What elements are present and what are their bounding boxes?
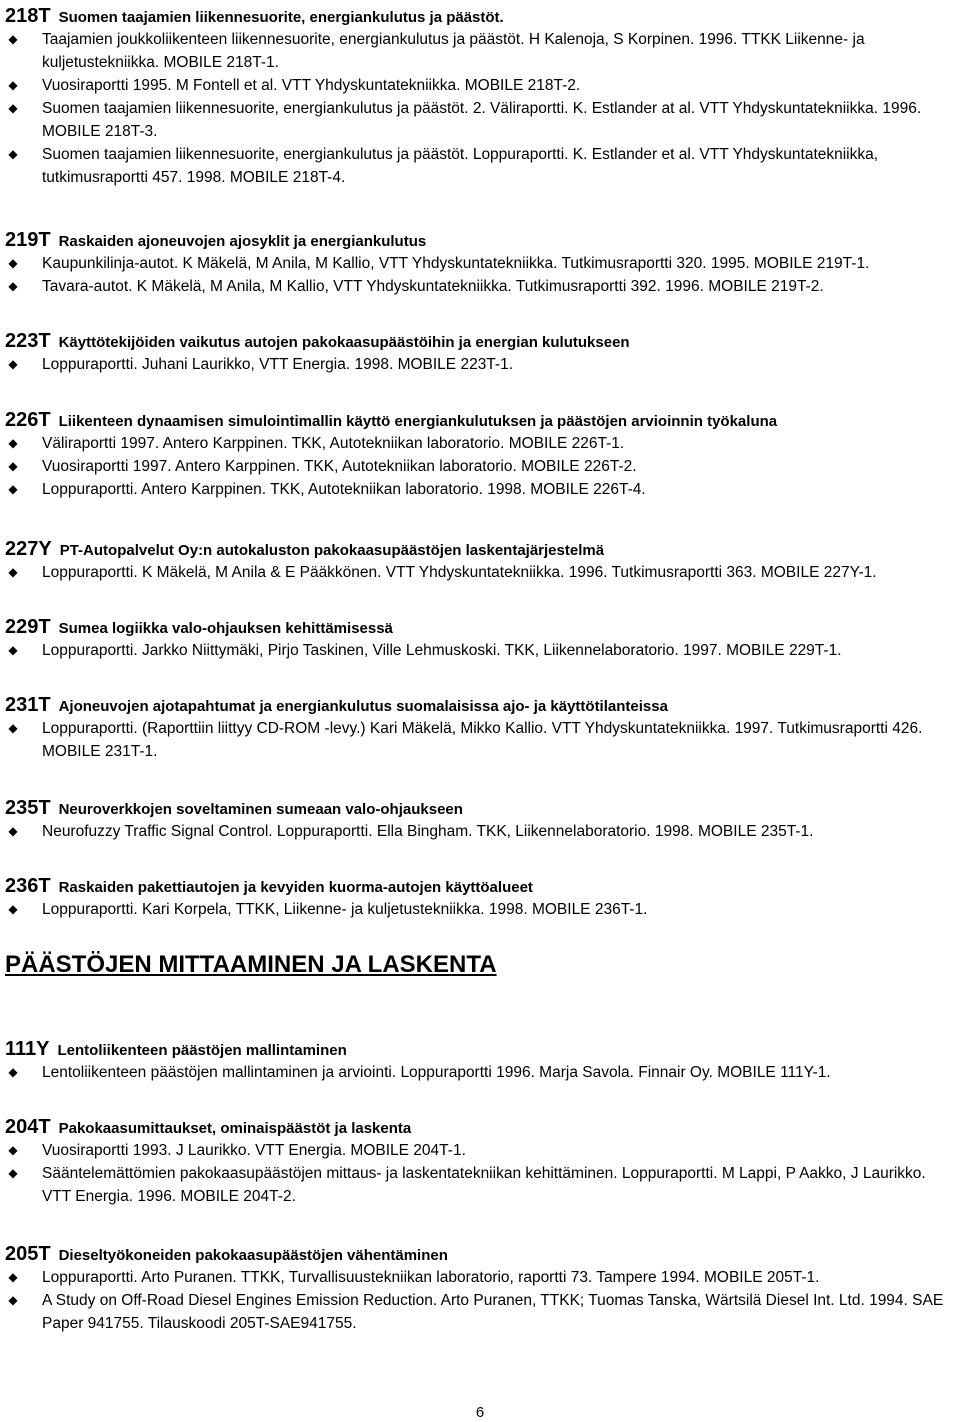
list-item <box>5 820 955 843</box>
page-number: 6 <box>475 1404 485 1421</box>
section-223t <box>5 329 955 376</box>
list-item <box>5 1139 955 1162</box>
list-item <box>5 717 955 763</box>
entry-text: Loppuraportti. Juhani Laurikko, VTT Energia. 1998. MOBILE 223T-1. <box>42 356 514 373</box>
project-title: Pakokaasumittaukset, ominaispäästöt ja laskenta <box>58 1120 412 1137</box>
list-item <box>5 561 955 584</box>
section-heading <box>5 796 955 820</box>
diamond-bullet-icon: ◆ <box>8 459 18 473</box>
section-227y <box>5 537 955 584</box>
entry-text: Väliraportti 1997. Antero Karppinen. TKK, Autotekniikan laboratorio. MOBILE 226T-1. <box>42 435 625 452</box>
entry-text: A Study on Off-Road Diesel Engines Emission Reduction. Arto Puranen, TTKK; Tuomas Tanska, Wärtsilä Diesel Int. Ltd. 1994. SAE Paper 941755. Tilauskoodi 205T-SAE941755. <box>42 1292 944 1332</box>
section-219t <box>5 228 955 298</box>
diamond-bullet-icon: ◆ <box>8 565 18 579</box>
entry-text: Loppuraportti. K Mäkelä, M Anila & E Pääkkönen. VTT Yhdyskuntatekniikka. 1996. Tutkimusraportti 363. MOBILE 227Y-1. <box>42 564 877 581</box>
diamond-bullet-icon: ◆ <box>8 279 18 293</box>
diamond-bullet-icon: ◆ <box>8 721 18 735</box>
section-236t <box>5 874 955 921</box>
diamond-bullet-icon: ◆ <box>8 1143 18 1157</box>
entry-text: Suomen taajamien liikennesuorite, energiankulutus ja päästöt. Loppuraportti. K. Estlander et al. VTT Yhdyskuntatekniikka, tutkimusraportti 457. 1998. MOBILE 218T-4. <box>42 146 879 186</box>
project-title: Liikenteen dynaamisen simulointimallin käyttö energiankulutuksen ja päästöjen arvioinnin työkaluna <box>58 413 778 430</box>
entry-text: Sääntelemättömien pakokaasupäästöjen mittaus- ja laskentatekniikan kehittäminen. Loppuraportti. M Lappi, P Aakko, J Laurikko. VTT Energia. 1996. MOBILE 204T-2. <box>42 1165 926 1205</box>
section-heading <box>5 693 955 717</box>
section-heading <box>5 4 955 28</box>
diamond-bullet-icon: ◆ <box>8 357 18 371</box>
diamond-bullet-icon: ◆ <box>8 436 18 450</box>
entry-text: Tavara-autot. K Mäkelä, M Anila, M Kallio, VTT Yhdyskuntatekniikka. Tutkimusraportti 392. 1996. MOBILE 219T-2. <box>42 278 824 295</box>
project-title: PT-Autopalvelut Oy:n autokaluston pakokaasupäästöjen laskentajärjestelmä <box>59 542 605 559</box>
entry-text: Taajamien joukkoliikenteen liikennesuorite, energiankulutus ja päästöt. H Kalenoja, S Korpinen. 1996. TTKK Liikenne- ja kuljetustekniikka. MOBILE 218T-1. <box>42 31 865 71</box>
diamond-bullet-icon: ◆ <box>8 1065 18 1079</box>
diamond-bullet-icon: ◆ <box>8 643 18 657</box>
list-item <box>5 353 955 376</box>
section-heading <box>5 408 955 432</box>
section-heading <box>5 228 955 252</box>
entry-text: Suomen taajamien liikennesuorite, energiankulutus ja päästöt. 2. Väliraportti. K. Estlander at al. VTT Yhdyskuntatekniikka. 1996. MOBILE 218T-3. <box>42 100 922 140</box>
diamond-bullet-icon: ◆ <box>8 32 18 46</box>
diamond-bullet-icon: ◆ <box>8 482 18 496</box>
diamond-bullet-icon: ◆ <box>8 1166 18 1180</box>
project-code: 227Y <box>5 538 52 560</box>
section-218t <box>5 4 955 189</box>
chapter-heading: PÄÄSTÖJEN MITTAAMINEN JA LASKENTA <box>5 951 497 978</box>
section-heading <box>5 874 955 898</box>
project-title: Raskaiden ajoneuvojen ajosyklit ja energiankulutus <box>58 233 427 250</box>
entry-text: Vuosiraportti 1997. Antero Karppinen. TKK, Autotekniikan laboratorio. MOBILE 226T-2. <box>42 458 637 475</box>
project-code: 226T <box>5 409 51 431</box>
list-item <box>5 455 955 478</box>
section-226t <box>5 408 955 501</box>
section-204t <box>5 1115 955 1208</box>
section-111y <box>5 1037 955 1084</box>
diamond-bullet-icon: ◆ <box>8 256 18 270</box>
section-heading <box>5 537 955 561</box>
project-code: 229T <box>5 616 51 638</box>
entry-text: Loppuraportti. Jarkko Niittymäki, Pirjo Taskinen, Ville Lehmuskoski. TKK, Liikennelaboratorio. 1997. MOBILE 229T-1. <box>42 642 842 659</box>
diamond-bullet-icon: ◆ <box>8 1293 18 1307</box>
list-item <box>5 639 955 662</box>
project-code: 218T <box>5 5 51 27</box>
project-code: 231T <box>5 694 51 716</box>
entry-text: Loppuraportti. Antero Karppinen. TKK, Autotekniikan laboratorio. 1998. MOBILE 226T-4. <box>42 481 646 498</box>
list-item <box>5 1266 955 1289</box>
list-item <box>5 432 955 455</box>
project-title: Raskaiden pakettiautojen ja kevyiden kuorma-autojen käyttöalueet <box>58 879 533 896</box>
entry-text: Kaupunkilinja-autot. K Mäkelä, M Anila, M Kallio, VTT Yhdyskuntatekniikka. Tutkimusraportti 320. 1995. MOBILE 219T-1. <box>42 255 870 272</box>
list-item <box>5 1162 955 1208</box>
entry-text: Vuosiraportti 1995. M Fontell et al. VTT Yhdyskuntatekniikka. MOBILE 218T-2. <box>42 77 581 94</box>
entry-text: Loppuraportti. Kari Korpela, TTKK, Liikenne- ja kuljetustekniikka. 1998. MOBILE 236T-1. <box>42 901 648 918</box>
list-item <box>5 28 955 74</box>
section-205t <box>5 1242 955 1335</box>
section-heading <box>5 329 955 353</box>
project-code: 111Y <box>5 1038 50 1060</box>
diamond-bullet-icon: ◆ <box>8 101 18 115</box>
list-item <box>5 143 955 189</box>
project-code: 219T <box>5 229 51 251</box>
project-title: Neuroverkkojen soveltaminen sumeaan valo-ohjaukseen <box>58 801 463 818</box>
list-item <box>5 478 955 501</box>
section-heading <box>5 1115 955 1139</box>
project-code: 223T <box>5 330 51 352</box>
project-code: 236T <box>5 875 51 897</box>
entry-text: Loppuraportti. Arto Puranen. TTKK, Turvallisuustekniikan laboratorio, raportti 73. Tampere 1994. MOBILE 205T-1. <box>42 1269 820 1286</box>
diamond-bullet-icon: ◆ <box>8 147 18 161</box>
project-title: Ajoneuvojen ajotapahtumat ja energiankulutus suomalaisissa ajo- ja käyttötilanteissa <box>58 698 668 715</box>
project-title: Lentoliikenteen päästöjen mallintaminen <box>57 1042 347 1059</box>
section-heading <box>5 1037 955 1061</box>
entry-text: Vuosiraportti 1993. J Laurikko. VTT Energia. MOBILE 204T-1. <box>42 1142 466 1159</box>
entry-text: Loppuraportti. (Raporttiin liittyy CD-ROM -levy.) Kari Mäkelä, Mikko Kallio. VTT Yhdyskuntatekniikka. 1997. Tutkimusraportti 426. MOBILE 231T-1. <box>42 720 923 760</box>
list-item <box>5 898 955 921</box>
project-title: Sumea logiikka valo-ohjauksen kehittämisessä <box>58 620 393 637</box>
project-title: Dieseltyökoneiden pakokaasupäästöjen vähentäminen <box>58 1247 448 1264</box>
list-item <box>5 252 955 275</box>
diamond-bullet-icon: ◆ <box>8 1270 18 1284</box>
entry-text: Neurofuzzy Traffic Signal Control. Loppuraportti. Ella Bingham. TKK, Liikennelaboratorio. 1998. MOBILE 235T-1. <box>42 823 814 840</box>
section-235t <box>5 796 955 843</box>
section-231t <box>5 693 955 763</box>
list-item <box>5 275 955 298</box>
project-title: Suomen taajamien liikennesuorite, energiankulutus ja päästöt. <box>58 9 504 26</box>
section-229t <box>5 615 955 662</box>
project-title: Käyttötekijöiden vaikutus autojen pakokaasupäästöihin ja energian kulutukseen <box>58 334 630 351</box>
project-code: 205T <box>5 1243 51 1265</box>
list-item <box>5 97 955 143</box>
entry-text: Lentoliikenteen päästöjen mallintaminen ja arviointi. Loppuraportti 1996. Marja Savola. Finnair Oy. MOBILE 111Y-1. <box>42 1064 831 1081</box>
list-item <box>5 74 955 97</box>
list-item <box>5 1289 955 1335</box>
diamond-bullet-icon: ◆ <box>8 902 18 916</box>
project-code: 204T <box>5 1116 51 1138</box>
list-item <box>5 1061 955 1084</box>
diamond-bullet-icon: ◆ <box>8 824 18 838</box>
section-heading <box>5 615 955 639</box>
diamond-bullet-icon: ◆ <box>8 78 18 92</box>
section-heading <box>5 1242 955 1266</box>
project-code: 235T <box>5 797 51 819</box>
